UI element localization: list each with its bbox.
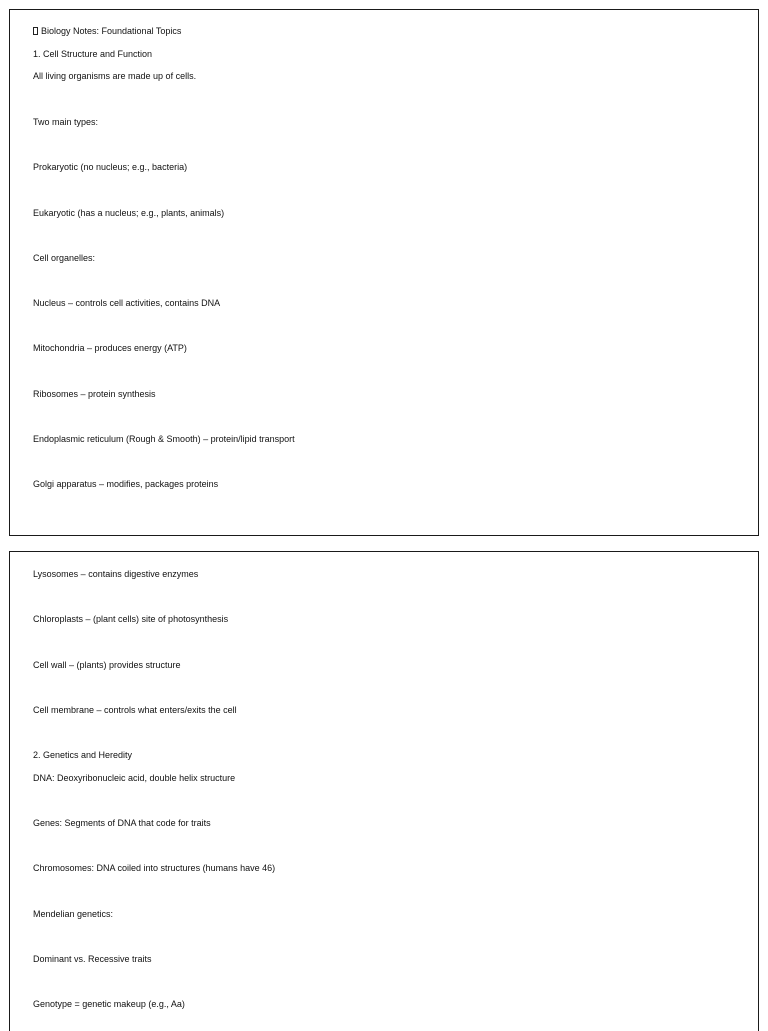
missing-glyph-icon <box>33 27 38 35</box>
paragraph: Chromosomes: DNA coiled into structures (humans have 46) <box>33 863 276 873</box>
list-item: Prokaryotic (no nucleus; e.g., bacteria) <box>33 162 188 172</box>
paragraph: All living organisms are made up of cells. <box>33 71 197 81</box>
list-item: Mitochondria – produces energy (ATP) <box>33 343 187 353</box>
section-heading: 2. Genetics and Heredity <box>33 750 133 760</box>
list-item: Cell membrane – controls what enters/exits the cell <box>33 705 237 715</box>
paragraph: Genes: Segments of DNA that code for traits <box>33 818 211 828</box>
section-heading: 1. Cell Structure and Function <box>33 49 153 59</box>
list-item: Chloroplasts – (plant cells) site of photosynthesis <box>33 614 229 624</box>
list-item: Nucleus – controls cell activities, contains DNA <box>33 298 221 308</box>
paragraph: Two main types: <box>33 117 99 127</box>
list-item: Genotype = genetic makeup (e.g., Aa) <box>33 999 185 1009</box>
document-title-text: Biology Notes: Foundational Topics <box>41 26 182 36</box>
list-item: Eukaryotic (has a nucleus; e.g., plants, animals) <box>33 208 225 218</box>
list-item: Cell wall – (plants) provides structure <box>33 660 181 670</box>
paragraph: Cell organelles: <box>33 253 96 263</box>
list-item: Ribosomes – protein synthesis <box>33 389 156 399</box>
document-page-2 <box>9 551 759 1031</box>
document-title <box>33 26 181 37</box>
list-item: Lysosomes – contains digestive enzymes <box>33 569 199 579</box>
paragraph: Mendelian genetics: <box>33 909 114 919</box>
list-item: Golgi apparatus – modifies, packages proteins <box>33 479 219 489</box>
list-item: Endoplasmic reticulum (Rough & Smooth) – protein/lipid transport <box>33 434 295 444</box>
paragraph: DNA: Deoxyribonucleic acid, double helix structure <box>33 773 236 783</box>
list-item: Dominant vs. Recessive traits <box>33 954 152 964</box>
document-page-1 <box>9 9 759 536</box>
